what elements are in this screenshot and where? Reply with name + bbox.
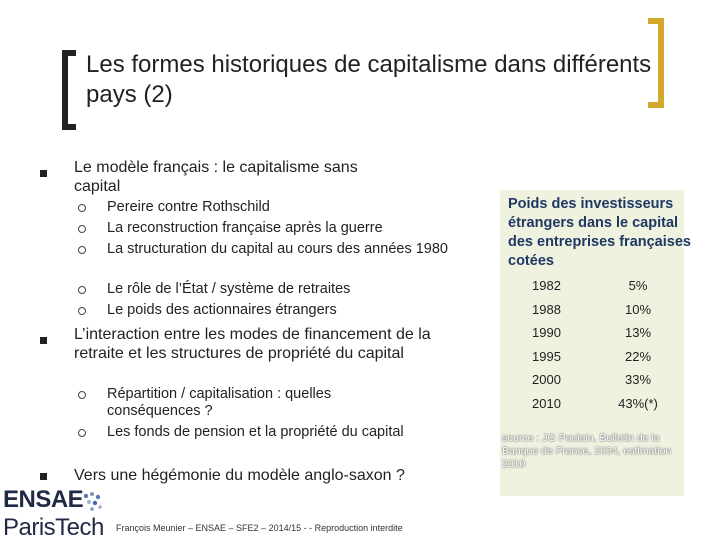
logo-ensae: ENSAE [3,486,84,513]
bullet-text: Vers une hégémonie du modèle anglo-saxon ? [74,467,405,484]
sub-bullet-text: Les fonds de pension et la propriété du capital [107,424,404,440]
sub-bullet-marker [78,307,86,315]
panel-value: 13% [624,325,652,340]
panel-value: 43%(*) [618,396,658,411]
panel-year: 1988 [532,302,561,317]
sub-bullet-marker [78,246,86,254]
panel-title: Poids des investisseurs étrangers dans le capital des entreprises françaises cotées [508,196,691,269]
panel-value: 33% [624,372,652,387]
logo-dots-icon [80,490,104,512]
panel-value: 10% [624,302,652,317]
footer-text: François Meunier – ENSAE – SFE2 – 2014/15 - - Reproduction interdite [116,523,403,533]
sub-bullet-marker [78,286,86,294]
sub-bullet-text: Répartition / capitalisation : quelles conséquences ? [107,386,332,419]
panel-value: 5% [628,278,648,293]
panel-year: 2000 [532,372,561,387]
sub-bullet-text: La reconstruction française après la guerre [107,220,383,236]
bullet-text: Le modèle français : le capitalisme sans capital [74,159,358,195]
bullet-text: L’interaction entre les modes de financement de la retraite et les structures de propriété du capital [74,326,431,362]
panel-source: source : JG Poulain, Bulletin de la Banque de France, 2004, estimation 2010 [502,432,672,470]
sub-bullet-marker [78,391,86,399]
panel-year: 1990 [532,325,561,340]
sub-bullet-text: La structuration du capital au cours des années 1980 [107,241,448,257]
sub-bullet-text: Le poids des actionnaires étrangers [107,302,337,318]
sub-bullet-text: Le rôle de l’État / système de retraites [107,281,351,297]
logo-paristech: ParisTech [3,514,104,541]
sub-bullet-marker [78,204,86,212]
bullet-marker [40,337,47,344]
bullet-marker [40,473,47,480]
panel-value: 22% [624,349,652,364]
sub-bullet-marker [78,225,86,233]
panel-year: 1995 [532,349,561,364]
sub-bullet-text: Pereire contre Rothschild [107,199,270,215]
panel-year: 2010 [532,396,561,411]
slide-title: Les formes historiques de capitalisme dans différents pays (2) [86,51,652,108]
sub-bullet-marker [78,429,86,437]
title-bracket-left [62,50,76,130]
bullet-marker [40,170,47,177]
panel-year: 1982 [532,278,561,293]
